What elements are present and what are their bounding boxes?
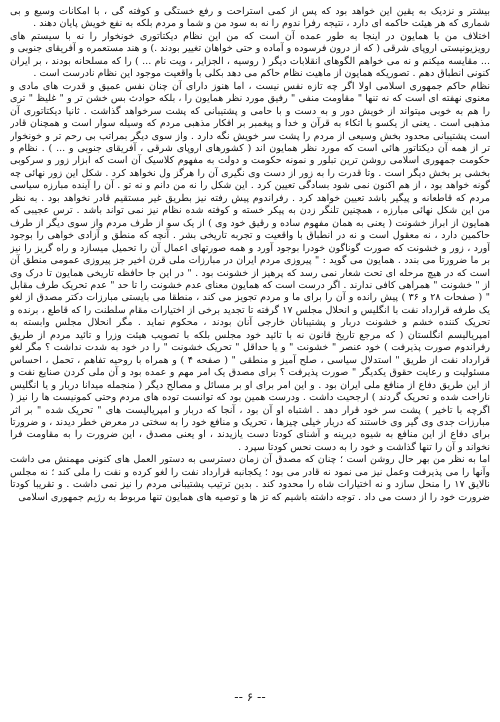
page-number: -- ۶ -- [234,690,266,704]
document-body [10,6,490,671]
paragraph: نظام حاکم جمهوری اسلامی اولا اگر چه تازه نفس نیست ، اما هنوز دارای آن چنان نفس عمیق و قدرت های مادی و معنوی نهفته ای است که نه تنها " مقاومت منفی " رفیق مورد نظر همایون را ، بلکه حوادث بس خشن تر و " غلیظ " تری را هم به خوبی میتواند از خویش دور و به دست و با حامی و پشتیبانی که پشت سرخواهد گذاشت . ثانیا دیکتاتوری آن مذهبی است . یعنی از یکسو با اتکاء به قرآن و خدا و پیغمبر بر افکار مذهبی مردم که وسیله سوار است و همچنان قادر است پشتیبانی محدود بخش وسیعی از مردم را پشت سر خویش نگه دارد . واز سوی دیگر بمراتب بی رحم تر و خونخوار تر از همه آن دیکتاتور هائی است که مورد نظر همایون اند ( کشورهای اروپای شرقی ، آفریقای جنوبی و ... ) . نظام و حکومت جمهوری اسلامی روشن ترین تبلور و نمونه حکومت و دولت به مفهوم کلاسیک آن است که ابزار زور و سرکوبی بخشی بر بخش دیگر است . وتا قدرت را به زور از دست وی نگیری آن را هرگز ول نخواهد کرد . شکل این زور نهائی چه گونه خواهد بود ، از هم اکنون نمی شود بسادگی تعیین کرد . این شکل را نه من دانم و نه تو . آن را آینده مبارزه سیاسی مردم که قاطعانه و پیگیر باشد تعیین خواهد کرد . رفراندوم پیش رفته نیز بطریق غیر مستقیم قادر نخواهد بود . به نظر من این شکل نهائی مبارزه ، همچنین تلنگر زدن به پیکر خسته و کوفته شده نظام نیز نمی تواند باشد . ترس عجیبی که همایون از ابراز خشونت ( یعنی به همان مفهوم ساده و رقیق خود وی ) از یک سو از طرف مردم واز سوی دیگر از طرف حاکمین دارد ، نه معقول است و نه در انطباق با واقعیت و تجربه تاریخی بشر . آنچه که منطق و آزادی خواهی را بوجود آورد ، زور و خشونت که صورت گوناگون خودرا بوجود آورد و همه صورتهای اعمال آن را تحمیل میسازد و راه گریز را نیز بر ما ضرورتا می بندد . همایون می گوید : " پیروزی مردم ایران در مبارزات ملی قرن اخیر جز پیروزی عمومی منطق آن است که در هیچ مرحله ای تحت شعار نمی رسد که پرهیز از خشونت بود . " در این جا حافظه تاریخی همایون تا درک وی از " خشونت " همراهی کافی ندارند . اگر درست است که همایون معنای عدم خشونت را تا حد " عدم تحریک طرف مقابل " ( صفحات ٢٨ و ٣۶ ) پیش رانده و آن را برای ما و مردم تجویز می کند ، منطقا می بایستی مبارزات دکتر مصدق از لغو یک طرفه قرارداد نفت با انگلیس و انحلال مجلس ١٧ گرفته تا تجدید برخی از اختیارات مقام سلطنت را که قاطع ، برنده و تحریک کننده خشم و خشونت دربار و پشتیبانان خارجی آنان بودند ، محکوم نماید . مگر انحلال مجلس وابسته به امپریالیسم انگلستان ( که مرجع تاریخ قانون نه با تائید خود مجلس بلکه با تصویب هیئت وزرا و تائید مردم از طریق رفراندوم صورت پذیرفت ) خود عنصر " خشونت " و یا حداقل " تحریک خشونت " را در خود به شدت نداشت ؟ مگر لغو قرارداد نفت از طریق " استدلال سیاسی ، صلح آمیز و منطقی " ( صفحه ۴ ) و همراه با روحیه تفاهم ، تحمل ، احساس مسئولیت و رعایت حقوق یکدیگر " صورت پذیرفت ؟ برای مصدق یک امر مهم و عمده بود و آن ملی کردن صنایع نفت و از این طریق دفاع از منافع ملی ایران بود . و این امر برای او بر مسائل و مصالح دیگر ( منجمله میدانا دربار و یا انگلیس ناراحت شده و تحریک گردند ) ارجحیت داشت . ودرست همین بود که توانست توده های مردم وحتی کمونیست ها را نیز ( اگرچه با تاخیر ) پشت سر خود قرار دهد . اشتباه او آن بود ، آنجا که دربار و امپریالیست های " تحریک شده " بر اثر مبارزات جدی وی گیر وی خاستند که دربار خیلی چیزها ، تحریک و منافع خود را به سختی در معرض خطر دیدند ، و ضرورتا برای دفاع از این منافع به شیوه دیرینه و آشنای کودتا دست یازیدند ، او یعنی مصدق ، این ضرورت را به مقاومت فرا نخواند و آن را تنها گذاشت و خود را به دست نحس کودتا سپرد . [10,80,490,453]
paragraph: بیشتر و نزدیک به یقین این خواهد بود که پس از کمی استراحت و رفع خستگی و کوفته گی ، با امکانات وسیع و بی شماری که هر هیئت حاکمه ای دارد ، نتیجه رفرا ندوم را نه به سود من و شما و مردم بلکه به نفع خویش پایان دهند . [10,6,490,30]
paragraph: اختلاف من با همایون در اینجا به طور عمده آن است که من این نظام دیکتاتوری خونخوار را نه با سیستم های رویزیونیستی اروپای شرقی ( که از درون فرسوده و آماده و حتی خواهان تغییر بودند .) و هند مستعمره و آفریقای جنوبی و ... مقایسه میکنم و نه می خواهم الگوهای انقلابات دیگر ( روسیه ، الجزایر ، ویت نام ... ) را که مسلحانه بودند ، بر ایران کنونی انطباق دهم . تصوریکه همایون از ماهیت نظام حاکم می دهد بکلی با واقعیت موجود این نظام نادرست است . [10,30,490,80]
paragraph: اما به نظر من بهر حال روشن است ؛ چنان که مصدق آن زمان دسترسی به دستور العمل های کنونی مهمنش می داشت وآنها را می پذیرفت وعمل نیز می نمود نه قادر می بود ؛ یکجانبه قرارداد نفت را لغو کرده و نفت را ملی کند ؛ نه مجلس نالایق ١٧ را منحل سازد و نه اختیارات شاه را محدود کند . بدین ترتیب پشتیبانی مردم را نیز نمی داشت . و تقریبا کودتا ضرورت خود را از دست می داد . توجه داشته باشیم که تز ها و توصیه های همایون تنها مربوط به رژیم جمهوری اسلامی [10,454,490,503]
